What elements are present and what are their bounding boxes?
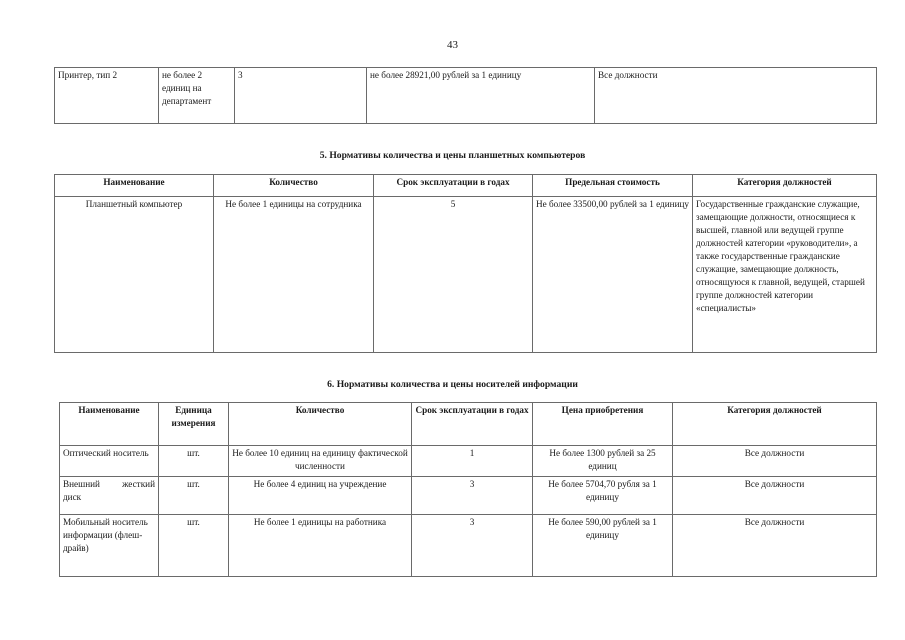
printer-table [54, 67, 877, 124]
section6-title: 6. Нормативы количества и цены носителей информации [327, 379, 578, 390]
header-term: Срок эксплуатации в годах [412, 403, 533, 446]
header-category: Категория должностей [673, 403, 877, 446]
table-row [55, 197, 877, 353]
cell-price: не более 28921,00 рублей за 1 единицу [367, 68, 595, 124]
cell-category: Все должности [673, 477, 877, 515]
cell-price: Не более 1300 рублей за 25 единиц [533, 446, 673, 477]
header-quantity: Количество [214, 175, 374, 197]
header-term: Срок эксплуатации в годах [374, 175, 533, 197]
header-row [60, 403, 877, 446]
header-category: Категория должностей [693, 175, 877, 197]
cell-unit: шт. [159, 515, 229, 577]
cell-unit: шт. [159, 446, 229, 477]
header-name: Наименование [55, 175, 214, 197]
cell-category: Все должности [595, 68, 877, 124]
table-row [60, 477, 877, 515]
cell-quantity: Не более 10 единиц на единицу фактической численности [229, 446, 412, 477]
cell-quantity: Не более 1 единицы на сотрудника [214, 197, 374, 353]
header-name: Наименование [60, 403, 159, 446]
cell-name: Принтер, тип 2 [55, 68, 159, 124]
table-row [60, 446, 877, 477]
cell-category: Все должности [673, 515, 877, 577]
cell-name: Оптический носитель [60, 446, 159, 477]
table-row [60, 515, 877, 577]
cell-name: Мобильный носитель информации (флеш-драйв) [60, 515, 159, 577]
cell-quantity: не более 2 единиц на департамент [159, 68, 235, 124]
cell-category: Государственные гражданские служащие, замещающие должности, относящиеся к высшей, главной или ведущей группе должностей категории «руководители», а также государственные гражданские служащие, замещающие должность, относящуюся к главной, ведущей, старшей группе должностей категории «специалисты» [693, 197, 877, 353]
cell-name: Внешний жесткий диск [60, 477, 159, 515]
cell-unit: шт. [159, 477, 229, 515]
section5-title: 5. Нормативы количества и цены планшетных компьютеров [319, 150, 586, 161]
cell-term: 1 [412, 446, 533, 477]
cell-price: Не более 590,00 рублей за 1 единицу [533, 515, 673, 577]
cell-term: 3 [412, 515, 533, 577]
cell-term: 3 [412, 477, 533, 515]
page-number: 43 [447, 39, 458, 51]
cell-quantity: Не более 1 единицы на работника [229, 515, 412, 577]
cell-term: 5 [374, 197, 533, 353]
header-unit: Единица измерения [159, 403, 229, 446]
header-row [55, 175, 877, 197]
cell-price: Не более 33500,00 рублей за 1 единицу [533, 197, 693, 353]
header-quantity: Количество [229, 403, 412, 446]
cell-term: 3 [235, 68, 367, 124]
cell-quantity: Не более 4 единиц на учреждение [229, 477, 412, 515]
cell-name: Планшетный компьютер [55, 197, 214, 353]
table-row [55, 68, 877, 124]
tablet-table [54, 174, 877, 353]
cell-price: Не более 5704,70 рубля за 1 единицу [533, 477, 673, 515]
media-table [59, 402, 877, 577]
header-price: Цена приобретения [533, 403, 673, 446]
header-price: Предельная стоимость [533, 175, 693, 197]
cell-category: Все должности [673, 446, 877, 477]
